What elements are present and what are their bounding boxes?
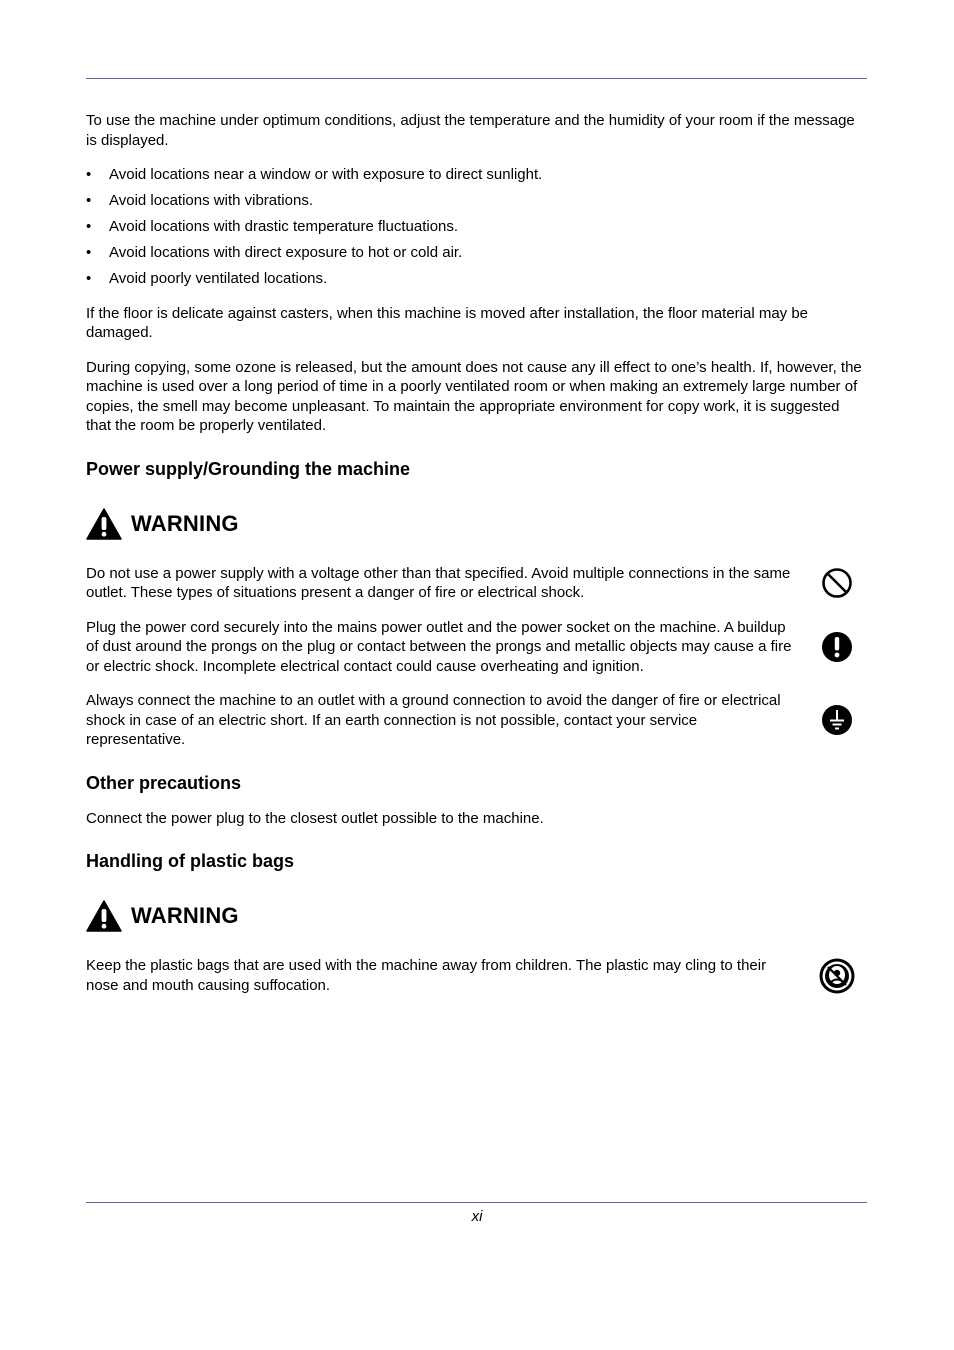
bullet-glyph: • (86, 166, 92, 183)
prohibited-icon (821, 567, 853, 599)
warning-text: Always connect the machine to an outlet with a ground connection to avoid the danger of fire or electrical shock in case of an electric short. If an earth connection is not possible, contact your service representative. (86, 692, 781, 748)
list-item: • Avoid locations with vibrations. (86, 192, 313, 209)
warning-item (86, 691, 867, 750)
warning-item (86, 564, 867, 603)
header-rule (86, 78, 867, 79)
warning-text: Do not use a power supply with a voltage other than that specified. Avoid multiple connections in the same outlet. These types of situations present a danger of fire or electrical shock. (86, 564, 791, 601)
bullet-glyph: • (86, 218, 92, 235)
power-section-heading: Power supply/Grounding the machine (86, 458, 411, 479)
list-item: • Avoid locations near a window or with exposure to direct sunlight. (86, 166, 543, 183)
power-warning-banner (86, 504, 867, 544)
bullet-glyph: • (86, 244, 92, 261)
location-bullet-list (86, 165, 867, 289)
other-precautions-text: Connect the power plug to the closest outlet possible to the machine. (86, 809, 544, 827)
plastic-section-heading: Handling of plastic bags (86, 851, 295, 871)
warning-item (86, 618, 867, 677)
warning-text: Keep the plastic bags that are used with the machine away from children. The plastic may cling to their nose and mouth causing suffocation. (86, 957, 767, 994)
bullet-glyph: • (86, 192, 92, 209)
intro-paragraph: To use the machine under optimum conditions, adjust the temperature and the humidity of your room if the message is displayed. (86, 112, 855, 149)
list-item: • Avoid locations with drastic temperature fluctuations. (86, 218, 459, 235)
bullet-glyph: • (86, 270, 92, 287)
footer-rule (86, 1202, 867, 1203)
warning-label: WARNING (131, 510, 239, 536)
plastic-warning-banner (86, 896, 867, 936)
page-number: xi (471, 1208, 483, 1225)
page-content (86, 111, 867, 1010)
warning-text: Plug the power cord securely into the mains power outlet and the power socket on the machine. A buildup of dust around the prongs on the plug or contact between the prongs and metallic objects may cause a fire or electric shock. Incomplete electrical contact could cause overheating and ignition. (86, 618, 792, 675)
mandatory-action-icon (821, 631, 853, 663)
ground-connection-icon (821, 704, 853, 736)
list-item: • Avoid locations with direct exposure to hot or cold air. (86, 244, 463, 261)
warning-triangle-icon (86, 900, 122, 932)
warning-triangle-icon (86, 508, 122, 540)
floor-paragraph: If the floor is delicate against casters, when this machine is moved after installation, the floor material may be damaged. (86, 304, 809, 341)
ozone-paragraph: During copying, some ozone is released, but the amount does not cause any ill effect to one’s health. If, however, the machine is used over a long period of time in a poorly ventilated room or when making an extremely large number of copies, the smell may become unpleasant. To maintain the appropriate environment for copy work, it is suggested that the room be properly ventilated. (86, 358, 862, 434)
suffocation-hazard-icon (818, 957, 856, 995)
other-section-heading: Other precautions (86, 772, 242, 793)
list-item: • Avoid poorly ventilated locations. (86, 270, 328, 287)
warning-item (86, 956, 867, 995)
warning-label: WARNING (131, 903, 239, 928)
